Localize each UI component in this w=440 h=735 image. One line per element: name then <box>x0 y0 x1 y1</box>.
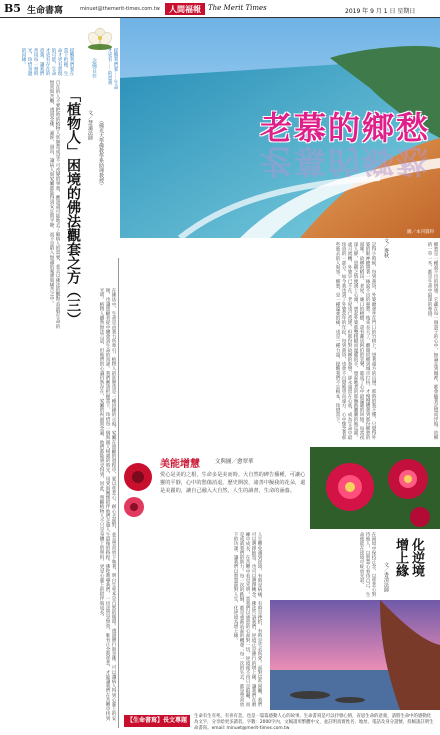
wisdom-title: 美能增慧 <box>160 459 200 470</box>
article-body-block: 在佛法中，生命是由業力所牽引，植物人的狀態也是一種因緣的示現。家屬在照顧的過程中，要以慈悲心、耐心去面對，並且學習放下執著，明白生死本是自然的循環。透過修行與念佛，可以讓病人得到心靈上的安頓，也讓照顧者從中體會到生命的真諦。我們應該把握當下，珍惜每一個與親人相處的時光，用愛與關懷陪伴他們走過人生最後的路程。佛陀教導我們，一切法皆是無常，唯有正念與慈悲，才能讓我們在苦難中找到光明。植物人雖然無法言語，但他們的心識仍然存在，家屬的祝福與念誦，他們都能感受得到。因此，照顧植物人不只是身體上的照料，更是心靈上的陪伴與成長。 <box>99 288 116 721</box>
newspaper-logo-english: The Merit Times <box>208 4 267 12</box>
middle-article-byline: 文／麥秋 <box>383 238 389 258</box>
intro-blue-text: 提醒我們要……生命才更有……的意義 <box>107 48 118 90</box>
poem-title-line-2: 增上緣 <box>393 538 408 577</box>
poem-photo <box>270 600 440 710</box>
wisdom-text: 愛心是美的之根，生命多是美而時。大自然的碑告播種，可讓心靈的平靜，心中的愁傷消退，歷史開放，諸善中擬我的花朵，還是美麗的，讓自己融入大自然，人生的讀書，生命的涵養。 <box>160 472 306 494</box>
footer-tag: 【生命書寫】長文專題 <box>124 715 190 727</box>
section-name: 生命書寫 <box>27 6 64 16</box>
hero-photo <box>120 18 440 238</box>
section-email[interactable]: minuet@themerit-times.com.tw <box>80 6 160 12</box>
article-byline: 文／慧遠法師 <box>87 110 93 140</box>
poem-article-body: 在困境中保持正念，以慈悲心對待他人，以智慧心看待自己，生命便能在逆境中綻放光彩。 <box>359 532 376 597</box>
article-title: 「植物人」困境的佛法觀套之方（三） <box>65 88 81 326</box>
article-body-block: 自在的人不要把他的植物人狀態當成是不可改變的事實，應該盡可能地去了解病人的需要，並且以佛法的觀點去面對生命的無常與苦難，透過念佛、誦經、迴向，讓病人與家屬都能得到安定與平靜，而不是陷入無盡的憂慮與痛苦之中。 <box>49 80 60 329</box>
intro-blue-decor: 提醒我們要在當下把握，生命才更有實現的可能，生命才更有存在的意義，讓我們善用每一刻時光，珍惜身邊的因緣。 <box>21 48 74 76</box>
issue-date: 2019 年 9 月 1 日 星期日 <box>345 8 416 15</box>
middle-article-body: 記得小時候，每到黃昏，外婆總會坐在門口的竹椅上，望著遠方的山巒。那時的我不懂，只覺得外婆的眼神總帶著一絲說不出的憂愁。後來長大了，離開故鄉到城市打拚，才慢慢體會到那份鄉愁的滋味。故鄉的稻田、老屋、廟口的榕樹，還有鄰居阿伯的笑聲，都成了心中最溫暖的回憶。每當夜深人靜，思鄉之情便湧上心頭，想起外婆那雙粗糙而溫暖的手，想起她煮的那碗熱騰騰的地瓜粥。歲月流轉，外婆早已不在，老屋也已改建，但那份對故鄉的眷戀，卻永遠留在心底，成為生命中最珍貴的一部分。如今我也到了外婆當年的年紀，每到黃昏，也會不自覺地望向遠方，心中懷念著那些逝去的人與事。鄉愁，是一種溫柔的痛，也是一種力量，提醒我們不忘根本，珍惜當下。 <box>335 242 376 440</box>
hero-title: 老慕的鄉愁 <box>260 109 431 147</box>
hero-title-reflection: 老慕的鄉愁 <box>260 142 431 180</box>
wisdom-byline: 文與圖／愈翠華 <box>215 459 254 465</box>
page-footer <box>120 712 440 734</box>
coast-sunset-image <box>270 600 440 710</box>
poem-byline: 文／書清法師 <box>383 562 389 592</box>
column-divider <box>118 258 119 728</box>
section-number: B5 <box>4 2 21 15</box>
poem-title-line-1: 化逆境 <box>409 538 424 577</box>
photo-credit: 圖／本刊資料 <box>407 230 434 235</box>
newspaper-logo: 人間福報 <box>165 3 205 15</box>
flower-icon <box>120 447 156 529</box>
peony-image <box>310 447 440 529</box>
page-header <box>0 0 440 18</box>
lotus-caption: 念佛自在 <box>91 58 97 78</box>
wisdom-card <box>120 447 440 529</box>
footer-submission-text: 生命有生有死，有喜有悲，也是一篇篇感動人心的故事。生命書寫是可以抒發心情，省思生命的意義，請將生命中的感動化為文字，分享給更多讀者。字數：2000字內，文稿請用繁體中文，並註明真實姓名、地址、電話及身分證號，投稿請註明生命書寫。email: minuet@merit-times.com.tw <box>194 714 434 731</box>
middle-article-body: 鄉愁是一種說不出的情感，它藏在每一個遊子的心中，無論走到哪裡，都會隨著記憶而浮現。故鄉的一草一木，都是生命中最深的牽掛。 <box>427 242 438 440</box>
left-article <box>0 18 120 735</box>
poem-article-body: 人生難免遇到逆境，有時是病痛，有時是挫折，有時是失去所愛。面對這些困難，我們可以選擇抱怨，也可以選擇轉念。佛法告訴我們，逆境正是修行的增上緣，讓我們在磨練中成長，在苦難中看見光明。當我們以感恩的心面對一切，逆境便不再只是阻礙，而是成就我們的助力。每一次的跌倒，都是重新站起的機會；每一次的失去，都是學習放下的功課。讓我們以智慧面對人生，化逆境為增上緣。 <box>233 532 262 707</box>
article-author-affiliation: （佛光大學佛教學系助理教授） <box>98 118 104 188</box>
